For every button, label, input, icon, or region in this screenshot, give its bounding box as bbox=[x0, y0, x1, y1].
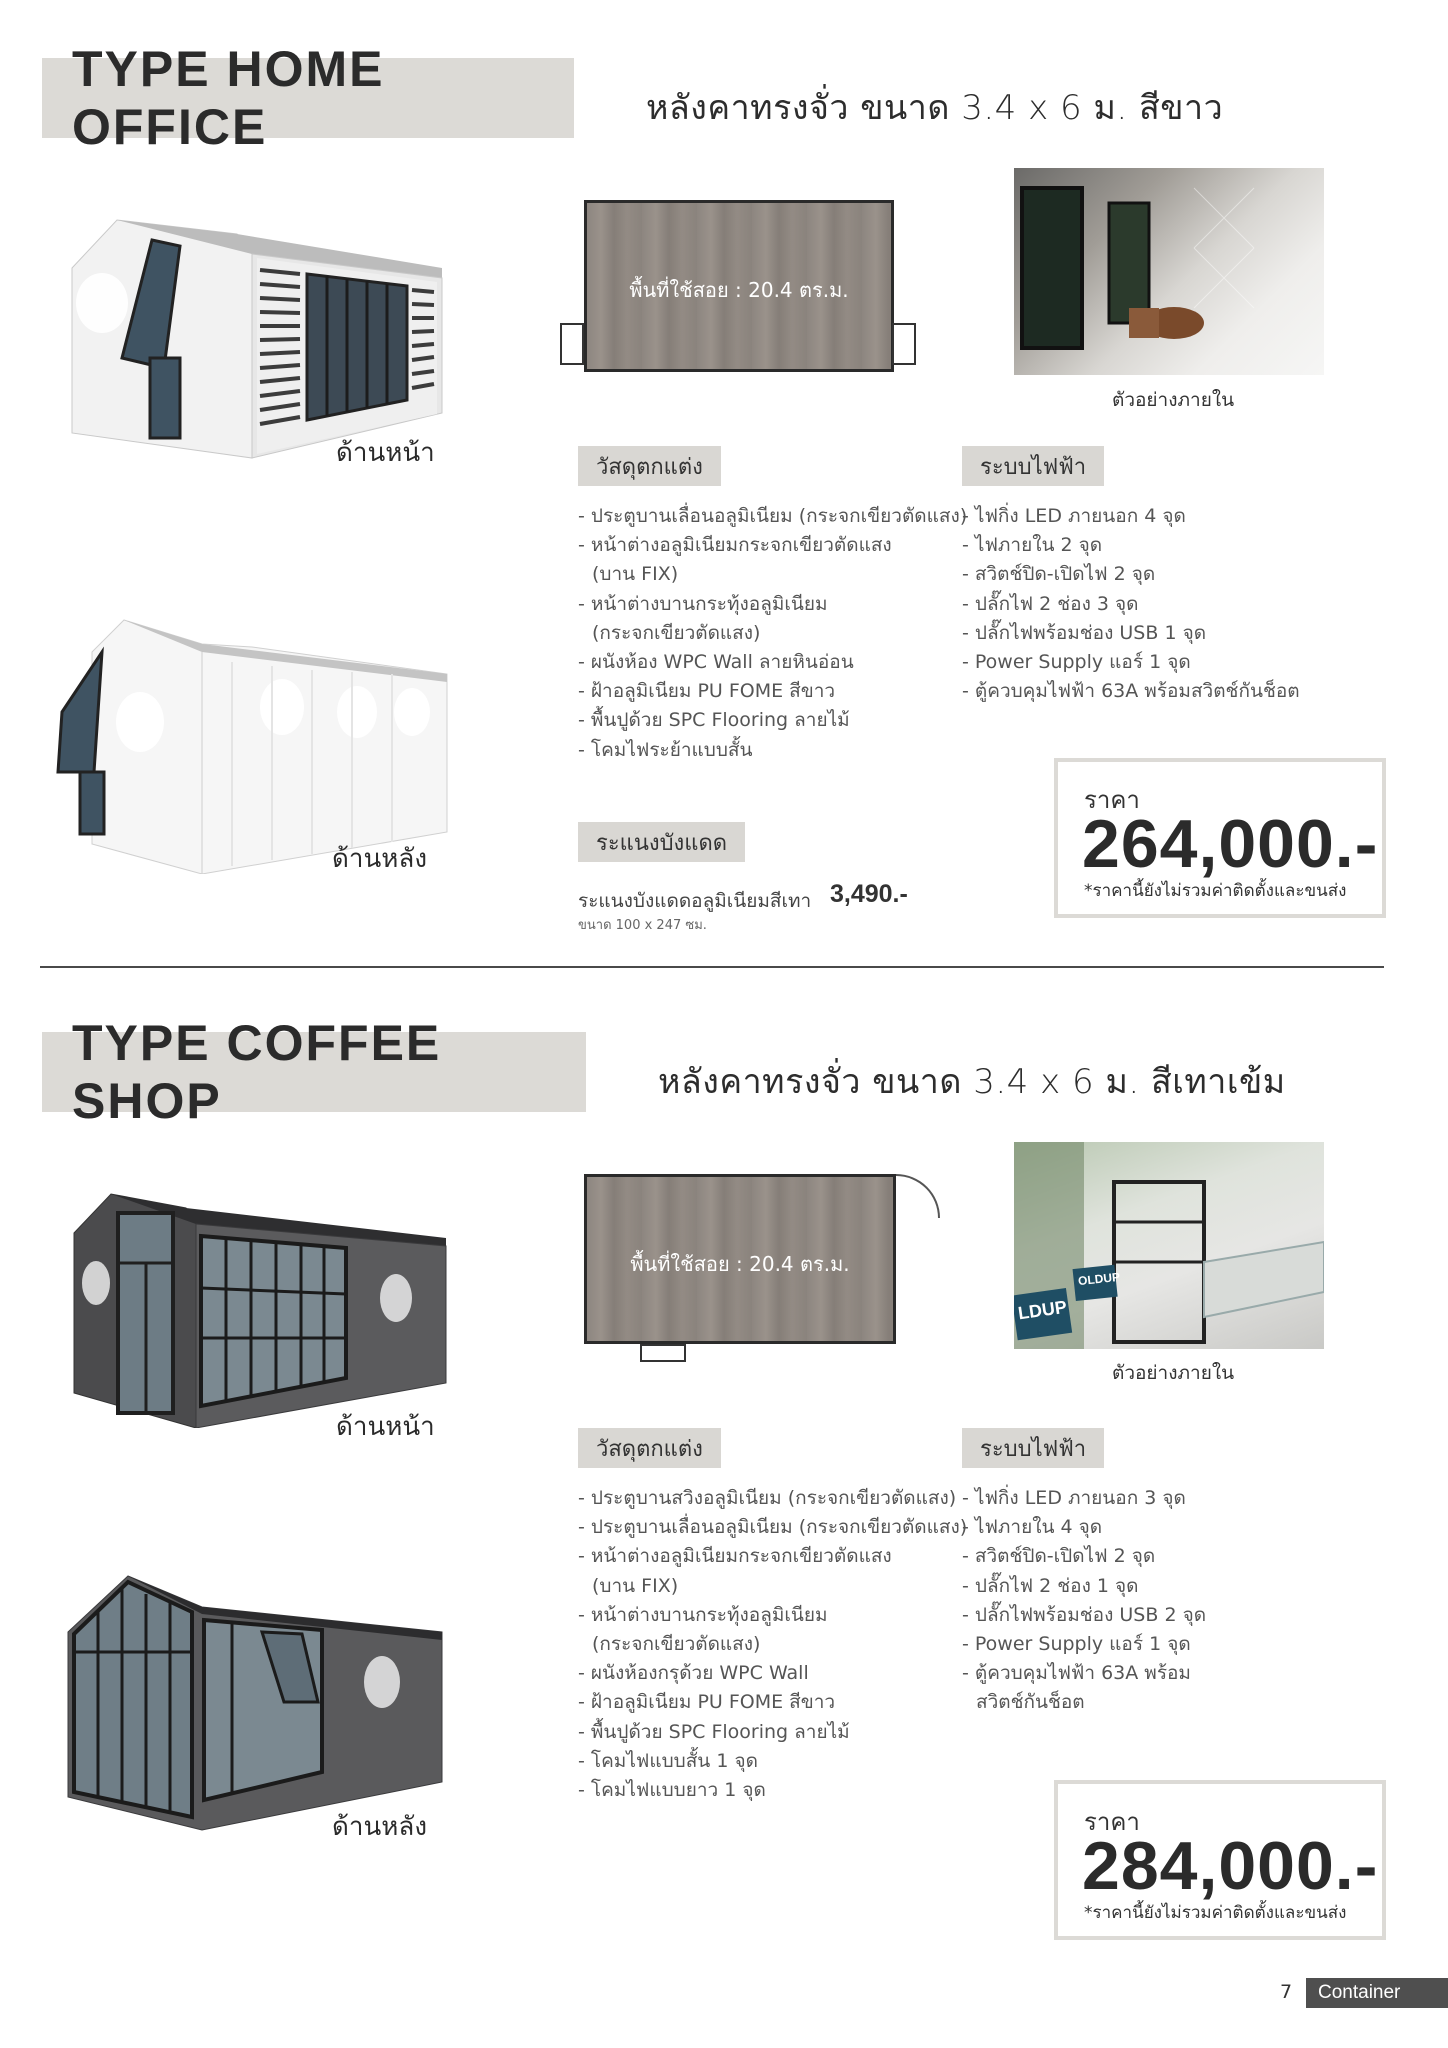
coffee-shop-materials-list bbox=[578, 1484, 967, 1805]
coffee-shop-electric-tag: ระบบไฟฟ้า bbox=[962, 1428, 1104, 1468]
home-office-interior-photo bbox=[1014, 168, 1324, 375]
section-subtitle-coffee-shop: หลังคาทรงจั่ว ขนาด 3.4 x 6 ม. สีเทาเข้ม bbox=[658, 1062, 1286, 1102]
home-office-sunshade-price: 3,490.- bbox=[830, 880, 908, 908]
list-item: - ไฟกิ่ง LED ภายนอก 4 จุด bbox=[962, 505, 1186, 527]
list-item: - ตู้ควบคุมไฟฟ้า 63A พร้อม bbox=[962, 1662, 1191, 1685]
list-item: - ตู้ควบคุมไฟฟ้า 63A พร้อมสวิตช์กันช็อต bbox=[962, 680, 1300, 703]
list-item: - หน้าต่างอลูมิเนียมกระจกเขียวตัดแสง bbox=[578, 1545, 892, 1568]
home-office-electric-list bbox=[962, 502, 1300, 706]
list-item: (กระจกเขียวตัดแสง) bbox=[592, 621, 761, 644]
list-item: - ปลั๊กไฟ 2 ช่อง 1 จุด bbox=[962, 1574, 1139, 1597]
list-item: - โคมไฟแบบยาว 1 จุด bbox=[578, 1779, 766, 1802]
list-item: - ประตูบานเลื่อนอลูมิเนียม (กระจกเขียวตัดแสง) bbox=[578, 505, 968, 527]
list-item: - โคมไฟระย้าแบบสั้น bbox=[578, 738, 753, 761]
section-divider bbox=[40, 966, 1384, 968]
list-item: - ประตูบานเลื่อนอลูมิเนียม (กระจกเขียวตัดแสง) bbox=[578, 1516, 968, 1539]
list-item: - ผนังห้องกรุด้วย WPC Wall bbox=[578, 1662, 809, 1685]
home-office-interior-caption: ตัวอย่างภายใน bbox=[1112, 389, 1235, 411]
list-item: - ไฟภายใน 4 จุด bbox=[962, 1516, 1103, 1539]
list-item: - ผนังห้อง WPC Wall ลายหินอ่อน bbox=[578, 651, 854, 674]
list-item: - ไฟภายใน 2 จุด bbox=[962, 534, 1103, 557]
coffee-shop-floor-plan bbox=[578, 1168, 944, 1364]
list-item: - หน้าต่างบานกระทุ้งอลูมิเนียม bbox=[578, 1603, 828, 1626]
coffee-shop-front-caption: ด้านหน้า bbox=[336, 1412, 435, 1442]
interior-sign-1: LDUP bbox=[1016, 1296, 1069, 1324]
coffee-shop-front-image bbox=[66, 1188, 448, 1428]
home-office-back-image bbox=[52, 612, 452, 874]
home-office-floor-area: พื้นที่ใช้สอย : 20.4 ตร.ม. bbox=[629, 278, 849, 302]
coffee-shop-back-image bbox=[62, 1572, 448, 1832]
price-note: *ราคานี้ยังไม่รวมค่าติดตั้งและขนส่ง bbox=[1084, 1903, 1347, 1923]
list-item: (กระจกเขียวตัดแสง) bbox=[592, 1633, 761, 1656]
coffee-shop-price-box bbox=[1054, 1780, 1386, 1940]
home-office-front-image bbox=[62, 208, 452, 463]
list-item: - หน้าต่างบานกระทุ้งอลูมิเนียม bbox=[578, 592, 828, 615]
coffee-shop-materials-tag: วัสดุตกแต่ง bbox=[578, 1428, 721, 1468]
coffee-shop-interior-photo bbox=[1014, 1142, 1324, 1349]
list-item: - สวิตช์ปิด-เปิดไฟ 2 จุด bbox=[962, 563, 1156, 586]
list-item: - ปลั๊กไฟ 2 ช่อง 3 จุด bbox=[962, 592, 1139, 615]
list-item: - โคมไฟแบบสั้น 1 จุด bbox=[578, 1749, 758, 1772]
price-label: ราคา bbox=[1084, 786, 1140, 814]
list-item: - ฝ้าอลูมิเนียม PU FOME สีขาว bbox=[578, 680, 836, 703]
coffee-shop-price: 284,000.- bbox=[1082, 1828, 1379, 1904]
list-item: (บาน FIX) bbox=[592, 563, 679, 586]
home-office-floor-plan bbox=[560, 195, 914, 385]
list-item: - สวิตช์ปิด-เปิดไฟ 2 จุด bbox=[962, 1545, 1156, 1568]
list-item: - ฝ้าอลูมิเนียม PU FOME สีขาว bbox=[578, 1691, 836, 1714]
section-title-home-office: TYPE HOME OFFICE bbox=[42, 58, 574, 138]
home-office-price-box bbox=[1054, 758, 1386, 918]
footer-section-label: Container bbox=[1306, 1978, 1448, 2008]
home-office-price: 264,000.- bbox=[1082, 806, 1379, 882]
list-item: - ประตูบานสวิงอลูมิเนียม (กระจกเขียวตัดแสง) bbox=[578, 1487, 957, 1509]
section-subtitle-home-office: หลังคาทรงจั่ว ขนาด 3.4 x 6 ม. สีขาว bbox=[646, 88, 1224, 128]
list-item: - Power Supply แอร์ 1 จุด bbox=[962, 651, 1191, 674]
price-note: *ราคานี้ยังไม่รวมค่าติดตั้งและขนส่ง bbox=[1084, 881, 1347, 901]
home-office-sunshade-tag: ระแนงบังแดด bbox=[578, 822, 745, 862]
coffee-shop-back-caption: ด้านหลัง bbox=[332, 1812, 428, 1842]
coffee-shop-interior-caption: ตัวอย่างภายใน bbox=[1112, 1362, 1235, 1384]
list-item: - พื้นปูด้วย SPC Flooring ลายไม้ bbox=[578, 709, 850, 732]
home-office-back-caption: ด้านหลัง bbox=[332, 844, 428, 874]
interior-sign-2: OLDUP bbox=[1077, 1269, 1121, 1289]
section-title-coffee-shop: TYPE COFFEE SHOP bbox=[42, 1032, 586, 1112]
list-item: - ปลั๊กไฟพร้อมช่อง USB 1 จุด bbox=[962, 621, 1207, 644]
coffee-shop-floor-area: พื้นที่ใช้สอย : 20.4 ตร.ม. bbox=[630, 1252, 850, 1276]
home-office-materials-list bbox=[578, 502, 967, 765]
home-office-materials-tag: วัสดุตกแต่ง bbox=[578, 446, 721, 486]
list-item: (บาน FIX) bbox=[592, 1574, 679, 1597]
list-item: - ไฟกิ่ง LED ภายนอก 3 จุด bbox=[962, 1487, 1186, 1509]
coffee-shop-electric-list bbox=[962, 1484, 1206, 1718]
home-office-electric-tag: ระบบไฟฟ้า bbox=[962, 446, 1104, 486]
home-office-sunshade-item: ระแนงบังแดดอลูมิเนียมสีเทา bbox=[578, 890, 812, 912]
home-office-front-caption: ด้านหน้า bbox=[336, 438, 435, 468]
list-item: สวิตช์กันช็อต bbox=[976, 1691, 1085, 1714]
list-item: - หน้าต่างอลูมิเนียมกระจกเขียวตัดแสง bbox=[578, 534, 892, 557]
home-office-sunshade-size: ขนาด 100 x 247 ซม. bbox=[578, 918, 707, 933]
price-label: ราคา bbox=[1084, 1808, 1140, 1836]
list-item: - พื้นปูด้วย SPC Flooring ลายไม้ bbox=[578, 1720, 850, 1743]
list-item: - Power Supply แอร์ 1 จุด bbox=[962, 1633, 1191, 1656]
list-item: - ปลั๊กไฟพร้อมช่อง USB 2 จุด bbox=[962, 1603, 1207, 1626]
page-number: 7 bbox=[1280, 1981, 1293, 2003]
